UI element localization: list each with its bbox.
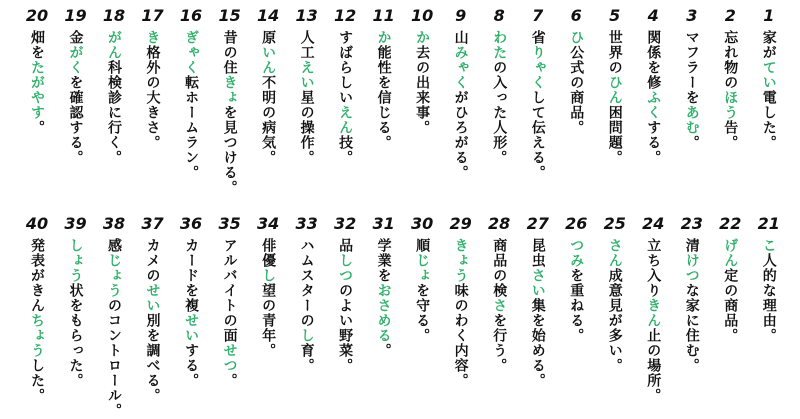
reading-highlight: てい xyxy=(760,60,777,90)
sentence-fragment: 順 xyxy=(414,238,431,253)
sentence-fragment: 畑を xyxy=(29,30,45,60)
reading-highlight: か xyxy=(414,30,431,45)
sentence-fragment: 人工 xyxy=(298,30,315,60)
item-number: 19 xyxy=(64,6,87,25)
item-number: 4 xyxy=(647,6,659,25)
sentence-fragment: 電した。 xyxy=(760,90,777,150)
sentence-item xyxy=(288,6,326,195)
reading-highlight: きん xyxy=(645,298,662,328)
sentence-text xyxy=(722,30,738,150)
sentence-fragment: 星の操作。 xyxy=(298,90,315,165)
sentence-text xyxy=(645,30,661,165)
sentence-item xyxy=(211,6,249,195)
sentence-fragment: 学業を xyxy=(375,238,392,283)
reading-highlight: こ xyxy=(760,238,777,253)
item-number: 23 xyxy=(680,214,703,233)
sentence-item xyxy=(365,214,403,418)
sentence-item xyxy=(673,6,711,195)
reading-highlight: えん xyxy=(337,105,354,135)
sentence-text xyxy=(414,30,430,135)
sentence-text xyxy=(568,238,584,343)
item-number: 15 xyxy=(218,6,241,25)
sentence-text xyxy=(337,30,353,165)
sentence-item xyxy=(249,6,287,195)
sentence-item xyxy=(634,214,672,418)
item-number: 10 xyxy=(411,6,434,25)
sentence-item xyxy=(134,214,172,418)
sentence-text xyxy=(29,238,45,403)
sentence-item xyxy=(442,6,480,195)
item-number: 16 xyxy=(179,6,203,25)
sentence-fragment: のよい野菜。 xyxy=(337,283,354,373)
sentence-text xyxy=(491,238,507,373)
sentence-text xyxy=(530,238,546,388)
reading-highlight: ひ xyxy=(568,30,585,45)
sentence-fragment: 昆虫 xyxy=(529,238,546,268)
item-number: 12 xyxy=(333,6,357,25)
item-number: 1 xyxy=(763,6,775,25)
reading-highlight: がく xyxy=(67,45,84,75)
sentence-text xyxy=(29,30,45,135)
item-number: 18 xyxy=(102,6,126,25)
reading-highlight: き xyxy=(144,30,161,45)
sentence-fragment: した。 xyxy=(29,358,45,403)
item-number: 28 xyxy=(488,214,511,233)
sentence-text xyxy=(376,30,392,150)
reading-highlight: せい xyxy=(144,283,161,313)
sentence-item xyxy=(519,214,557,418)
item-number: 9 xyxy=(455,6,467,25)
sentence-fragment: 。 xyxy=(683,135,700,150)
item-number: 38 xyxy=(102,214,126,233)
reading-highlight: か xyxy=(375,30,392,45)
sentence-item xyxy=(172,214,210,418)
sentence-fragment: 。 xyxy=(29,120,45,135)
sentence-item xyxy=(711,214,749,418)
sentence-item xyxy=(18,214,56,418)
item-number: 2 xyxy=(724,6,736,25)
reading-highlight: きょう xyxy=(452,238,469,283)
sentence-item xyxy=(249,214,287,418)
reading-highlight: わた xyxy=(491,30,508,60)
reading-highlight: し xyxy=(298,328,315,343)
sentence-item xyxy=(57,6,95,195)
sentence-fragment: カメの xyxy=(144,238,161,283)
reading-highlight: りゃく xyxy=(529,45,546,90)
item-number: 5 xyxy=(609,6,621,25)
sentence-fragment: 感 xyxy=(106,238,123,253)
sentence-item xyxy=(95,214,133,418)
sentence-text xyxy=(453,238,469,388)
sentence-text xyxy=(222,238,238,388)
sentence-fragment: 集を始める。 xyxy=(529,298,546,388)
sentence-fragment: 家が xyxy=(760,30,777,60)
sentence-fragment: 状をもらった。 xyxy=(67,283,84,388)
item-number: 24 xyxy=(642,214,665,233)
sentence-fragment: 発表がきん xyxy=(29,238,45,313)
sentence-fragment: 技。 xyxy=(337,135,354,165)
sentence-text xyxy=(491,30,507,165)
sentence-text xyxy=(299,30,315,165)
sentence-fragment: 忘れ物の xyxy=(722,30,739,90)
reading-highlight: いん xyxy=(260,45,277,75)
sentence-text xyxy=(684,30,700,150)
sentence-fragment: 金 xyxy=(67,30,84,45)
item-number: 37 xyxy=(141,214,164,233)
sentence-fragment: 育。 xyxy=(298,343,315,373)
sentence-fragment: カードを複 xyxy=(183,238,200,313)
item-number: 22 xyxy=(719,214,742,233)
sentence-item xyxy=(596,214,634,418)
sentence-fragment: 不明の病気。 xyxy=(260,75,277,165)
sentence-item xyxy=(557,214,595,418)
reading-highlight: がん xyxy=(106,30,123,60)
item-number: 7 xyxy=(532,6,544,25)
sentence-text xyxy=(260,30,276,165)
sentence-fragment: な家に住む。 xyxy=(683,283,700,373)
reading-highlight: みゃく xyxy=(452,45,469,90)
reading-highlight: し xyxy=(260,268,277,283)
reading-highlight: さい xyxy=(529,268,546,298)
item-number: 14 xyxy=(256,6,280,25)
item-number: 26 xyxy=(565,214,588,233)
sentence-fragment: 昔の住 xyxy=(221,30,238,75)
sentence-fragment: 科検診に行く。 xyxy=(106,60,123,165)
sentence-fragment: 困問題。 xyxy=(606,105,623,165)
sentence-item xyxy=(18,6,56,195)
sentence-text xyxy=(145,238,161,403)
item-number: 31 xyxy=(372,214,395,233)
sentence-fragment: 転ホームラン。 xyxy=(183,75,200,180)
sentence-fragment: 関係を修 xyxy=(645,30,662,90)
sentence-item xyxy=(57,214,95,418)
sentence-item xyxy=(519,6,557,195)
sentence-text xyxy=(299,238,315,373)
sentence-fragment: 。 xyxy=(375,343,392,358)
sentence-text xyxy=(645,238,661,403)
sentence-item xyxy=(365,6,403,195)
sentence-item xyxy=(750,214,788,418)
sentence-fragment: する。 xyxy=(183,343,200,388)
sentence-fragment: のコントロール。 xyxy=(106,298,123,418)
sentence-fragment: ハムスターの xyxy=(298,238,315,328)
reading-highlight: しつ xyxy=(337,253,354,283)
sentence-text xyxy=(106,30,122,165)
sentence-text xyxy=(761,238,777,343)
sentence-item xyxy=(326,214,364,418)
item-number: 32 xyxy=(333,214,357,233)
sentence-text xyxy=(453,30,469,180)
reading-highlight: えい xyxy=(298,60,315,90)
sentence-fragment: を確認する。 xyxy=(67,75,84,165)
sentence-item xyxy=(557,6,595,195)
sentence-text xyxy=(414,238,430,343)
reading-highlight: せい xyxy=(183,313,200,343)
sentence-text xyxy=(68,30,84,165)
item-number: 40 xyxy=(25,214,49,233)
item-number: 11 xyxy=(372,6,395,25)
sentence-fragment: する。 xyxy=(645,120,662,165)
sentence-item xyxy=(95,6,133,195)
reading-highlight: おさめる xyxy=(375,283,392,343)
sentence-text xyxy=(722,238,738,343)
sentence-item xyxy=(480,6,518,195)
sentence-fragment: を重ねる。 xyxy=(568,268,585,343)
sentence-fragment: 原 xyxy=(260,30,277,45)
sentence-text xyxy=(183,30,199,180)
item-number: 36 xyxy=(179,214,203,233)
item-number: 13 xyxy=(295,6,318,25)
sentence-text xyxy=(761,30,777,150)
reading-highlight: ふく xyxy=(645,90,662,120)
sentence-fragment: の入った人形。 xyxy=(491,60,508,165)
sentence-fragment: マフラーを xyxy=(683,30,700,105)
sentence-item xyxy=(750,6,788,195)
sentence-row-bottom xyxy=(18,214,788,418)
sentence-fragment: を行う。 xyxy=(491,313,508,373)
sentence-item xyxy=(172,6,210,195)
sentence-text xyxy=(106,238,122,418)
sentence-text xyxy=(568,30,584,135)
sentence-fragment: 定の商品。 xyxy=(722,268,739,343)
reading-highlight: ぎゃく xyxy=(183,30,200,75)
sentence-text xyxy=(222,30,238,195)
sentence-text xyxy=(607,238,623,373)
item-number: 20 xyxy=(25,6,49,25)
reading-highlight: けつ xyxy=(683,253,700,283)
sentence-text xyxy=(68,238,84,388)
sentence-fragment: アルバイトの面 xyxy=(221,238,238,343)
item-number: 33 xyxy=(295,214,318,233)
sentence-fragment: して伝える。 xyxy=(529,90,546,180)
sentence-fragment: 別を調べる。 xyxy=(144,313,161,403)
sentence-item xyxy=(403,6,441,195)
sentence-fragment: 去の出来事。 xyxy=(414,45,431,135)
sentence-text xyxy=(183,238,199,388)
sentence-text xyxy=(145,30,161,150)
item-number: 25 xyxy=(603,214,626,233)
sentence-item xyxy=(326,6,364,195)
sentence-fragment: 商品の検 xyxy=(491,238,508,298)
sentence-fragment: 成意見が多い。 xyxy=(606,268,623,373)
sentence-fragment: 止の場所。 xyxy=(645,328,662,403)
sentence-fragment: 味のわく内容。 xyxy=(452,283,469,388)
sentence-item xyxy=(442,214,480,418)
reading-highlight: さ xyxy=(491,298,508,313)
item-number: 27 xyxy=(526,214,549,233)
sentence-fragment: を守る。 xyxy=(414,283,431,343)
reading-highlight: つみ xyxy=(568,238,585,268)
sentence-text xyxy=(337,238,353,373)
item-number: 29 xyxy=(449,214,472,233)
sentence-fragment: 清 xyxy=(683,238,700,253)
sentence-item xyxy=(134,6,172,195)
sentence-text xyxy=(607,30,623,165)
sentence-row-top xyxy=(18,6,788,195)
sentence-fragment: 告。 xyxy=(722,120,739,150)
item-number: 39 xyxy=(64,214,87,233)
sentence-item xyxy=(403,214,441,418)
reading-highlight: ひん xyxy=(606,75,623,105)
sentence-fragment: 山 xyxy=(452,30,469,45)
sentence-fragment: を見つける。 xyxy=(221,105,238,195)
sentence-fragment: 品 xyxy=(337,238,354,253)
sentence-fragment: 能性を信じる。 xyxy=(375,45,392,150)
sentence-fragment: 公式の商品。 xyxy=(568,45,585,135)
reading-highlight: しょう xyxy=(67,238,84,283)
sentence-item xyxy=(634,6,672,195)
reading-highlight: たがやす xyxy=(29,60,45,120)
item-number: 35 xyxy=(218,214,241,233)
reading-highlight: ちょう xyxy=(29,313,45,358)
item-number: 17 xyxy=(141,6,164,25)
sentence-fragment: 望の青年。 xyxy=(260,283,277,358)
sentence-item xyxy=(480,214,518,418)
item-number: 3 xyxy=(686,6,698,25)
sentence-fragment: 人的な理由。 xyxy=(760,253,777,343)
sentence-fragment: 省 xyxy=(529,30,546,45)
sentence-fragment: 。 xyxy=(221,373,238,388)
sentence-fragment: すばらしい xyxy=(337,30,354,105)
sentence-item xyxy=(673,214,711,418)
sentence-text xyxy=(260,238,276,358)
sentence-fragment: 格外の大きさ。 xyxy=(144,45,161,150)
reading-highlight: あむ xyxy=(683,105,700,135)
sentence-item xyxy=(711,6,749,195)
sentence-fragment: 俳優 xyxy=(260,238,277,268)
item-number: 21 xyxy=(757,214,780,233)
sentence-fragment: 世界の xyxy=(606,30,623,75)
reading-highlight: げん xyxy=(722,238,739,268)
reading-highlight: せつ xyxy=(221,343,238,373)
reading-highlight: じょう xyxy=(106,253,123,298)
reading-highlight: さん xyxy=(606,238,623,268)
item-number: 34 xyxy=(256,214,280,233)
reading-highlight: きょ xyxy=(221,75,238,105)
item-number: 6 xyxy=(570,6,582,25)
sentence-text xyxy=(684,238,700,373)
reading-highlight: ほう xyxy=(722,90,739,120)
reading-highlight: じょ xyxy=(414,253,431,283)
sentence-fragment: がひろがる。 xyxy=(452,90,469,180)
sentence-text xyxy=(530,30,546,180)
sentence-item xyxy=(596,6,634,195)
sentence-item xyxy=(288,214,326,418)
sentence-fragment: 立ち入り xyxy=(645,238,662,298)
sentence-item xyxy=(211,214,249,418)
item-number: 8 xyxy=(493,6,505,25)
sentence-text xyxy=(376,238,392,358)
item-number: 30 xyxy=(411,214,434,233)
